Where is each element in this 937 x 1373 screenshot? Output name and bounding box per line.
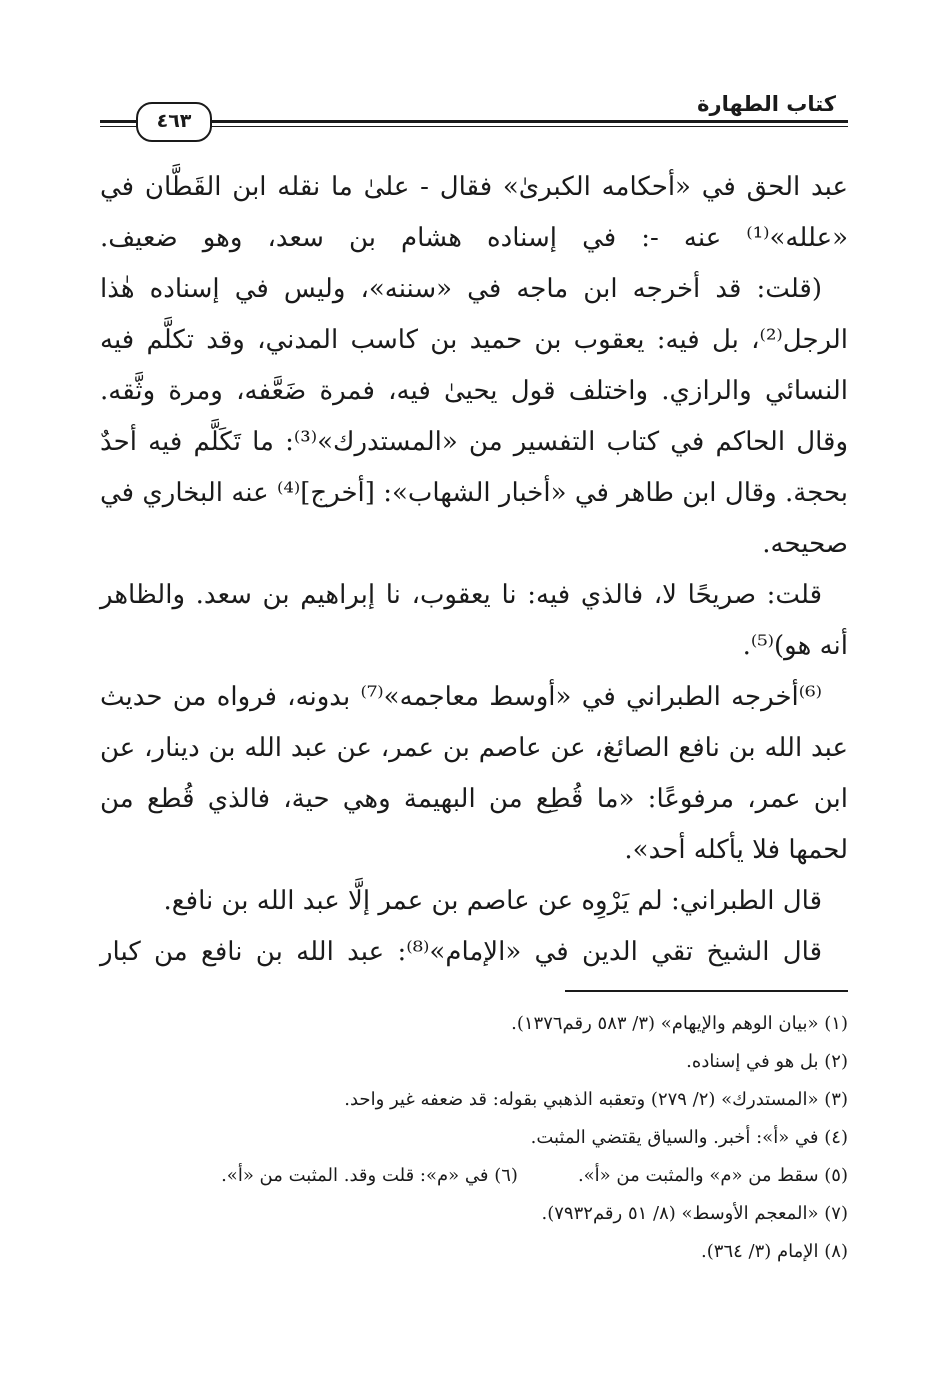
- footnote-separator: [565, 990, 848, 992]
- footnote-8: (٨) الإمام (٣/ ٣٦٤).: [701, 1241, 848, 1262]
- footnote-3: (٣) «المستدرك» (٢/ ٢٧٩) وتعقبه الذهبي بقوله: قد ضعفه غير واحد.: [344, 1089, 848, 1110]
- footnote-4: (٤) في «أ»: أخبر. والسياق يقتضي المثبت.: [530, 1127, 848, 1148]
- footnote-2: (٢) بل هو في إسناده.: [686, 1051, 848, 1072]
- paragraph-5: قال الطبراني: لم يَرْوِه عن عاصم بن عمر إلَّا عبد الله بن نافع.: [163, 886, 822, 916]
- header-rule-thick: [100, 120, 848, 123]
- main-text: [100, 162, 848, 978]
- header-rule-thin: [100, 126, 848, 127]
- paragraph-4: ⁽⁶⁾أخرجه الطبراني في «أوسط معاجمه»⁽⁷⁾ بدونه، فرواه من حديث عبد الله بن نافع الصائغ، عن عاصم بن عمر، عن عبد الله بن دينار، عن ابن عمر، مرفوعًا: «ما قُطِع من البهيمة وهي حية، فالذي قُطع من لحمها فلا يأكله أحد».: [100, 682, 848, 865]
- footnote-7: (٧) «المعجم الأوسط» (٨/ ٥١ رقم٧٩٣٢).: [541, 1203, 848, 1224]
- page-number-badge: ٤٦٣: [136, 102, 212, 142]
- page-header: [100, 80, 848, 140]
- footnote-6: (٦) في «م»: قلت وقد. المثبت من «أ».: [221, 1165, 518, 1186]
- footnote-row-5-6: [100, 1157, 848, 1195]
- paragraph-2: (قلت: قد أخرجه ابن ماجه في «سننه»، وليس في إسناده هٰذا الرجل⁽²⁾، بل فيه: يعقوب بن حميد بن كاسب المدني، وقد تكلَّم فيه النسائي والرازي. واختلف قول يحيىٰ فيه، فمرة ضَعَّفه، ومرة وثَّقه. وقال الحاكم في كتاب التفسير من «المستدرك»⁽³⁾: ما تَكَلَّم فيه أحدٌ بحجة. وقال ابن طاهر في «أخبار الشهاب»: [أخرج]⁽⁴⁾ عنه البخاري في صحيحه.: [100, 274, 849, 559]
- running-title: كتاب الطهارة: [697, 92, 836, 116]
- footnote-1: (١) «بيان الوهم والإيهام» (٣/ ٥٨٣ رقم١٣٧٦).: [511, 1013, 848, 1034]
- paragraph-3: قلت: صريحًا لا، فالذي فيه: نا يعقوب، نا إبراهيم بن سعد. والظاهر أنه هو)⁽⁵⁾.: [100, 580, 848, 661]
- footnote-5: (٥) سقط من «م» والمثبت من «أ».: [577, 1165, 848, 1186]
- paragraph-1: عبد الحق في «أحكامه الكبرىٰ» فقال - علىٰ ما نقله ابن القَطَّان في «علله»⁽¹⁾ عنه -: في إسناده هشام بن سعد، وهو ضعيف.: [100, 172, 848, 253]
- footnotes: [100, 1005, 848, 1271]
- paragraph-6: قال الشيخ تقي الدين في «الإمام»⁽⁸⁾: عبد الله بن نافع من كبار: [100, 937, 823, 967]
